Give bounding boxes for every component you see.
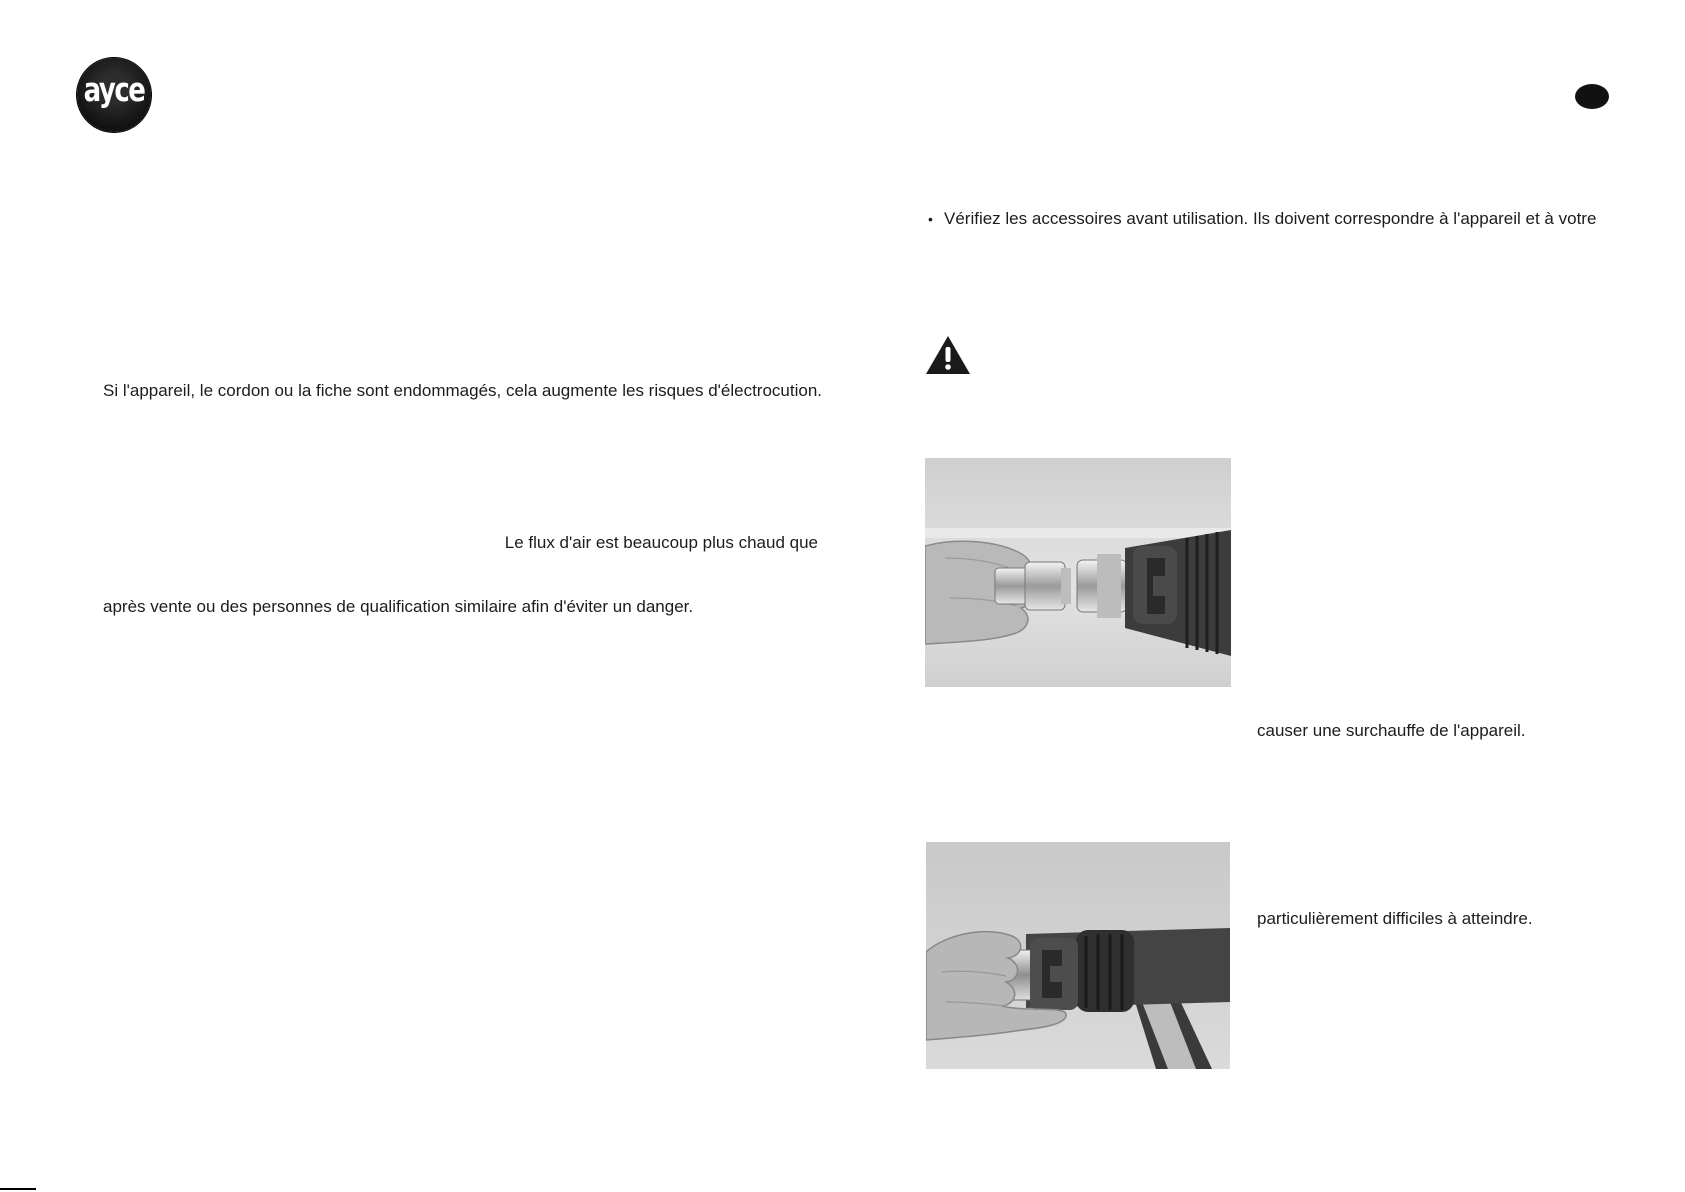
caption-overheat: causer une surchauffe de l'appareil.	[1257, 721, 1526, 740]
paragraph-airflow: Le flux d'air est beaucoup plus chaud que	[504, 533, 818, 552]
logo-text: ayce	[83, 72, 145, 110]
brand-logo	[77, 58, 151, 132]
bullet-check-accessories: Vérifiez les accessoires avant utilisation. Ils doivent correspondre à l'appareil et à votre	[944, 209, 1597, 228]
warning-triangle-icon	[924, 334, 972, 376]
caption-hard-to-reach: particulièrement difficiles à atteindre.	[1257, 909, 1533, 928]
photo-attaching-nozzle	[925, 458, 1231, 687]
paragraph-after-sales: après vente ou des personnes de qualification similaire afin d'éviter un danger.	[103, 597, 694, 616]
photo-nozzle-attached	[926, 842, 1230, 1069]
bullet-marker: •	[928, 211, 933, 227]
page-marker	[1575, 84, 1609, 109]
paragraph-damaged-appliance: Si l'appareil, le cordon ou la fiche sont endommagés, cela augmente les risques d'électrocution.	[103, 381, 823, 400]
crop-mark	[0, 1188, 36, 1190]
